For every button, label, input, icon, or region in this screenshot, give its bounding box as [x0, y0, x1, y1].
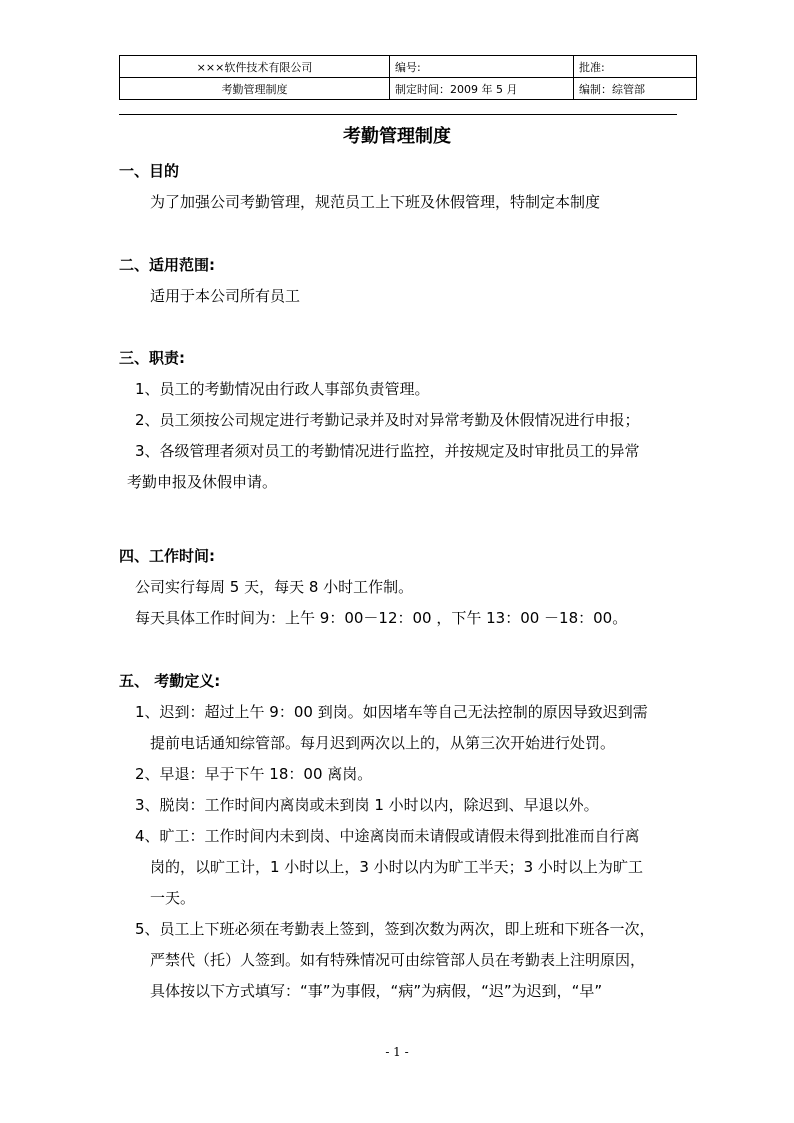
list-item: 3、各级管理者须对员工的考勤情况进行监控，并按规定及时审批员工的异常	[135, 442, 640, 460]
list-item: 5、员工上下班必须在考勤表上签到，签到次数为两次，即上班和下班各一次，	[135, 920, 655, 938]
list-item-continuation: 提前电话通知综管部。每月迟到两次以上的，从第三次开始进行处罚。	[150, 734, 616, 752]
section-heading-purpose: 一、目的	[119, 162, 180, 180]
list-item: 2、早退：早于下午 18：00 离岗。	[135, 765, 373, 783]
paragraph-line: 适用于本公司所有员工	[150, 287, 301, 305]
compiled-by: 编制：综管部	[574, 78, 697, 100]
section-heading-attendance-definitions: 五、 考勤定义:	[119, 672, 221, 690]
document-name: 考勤管理制度	[120, 78, 390, 100]
section-heading-work-hours: 四、工作时间:	[119, 547, 215, 565]
document-number-label: 编号:	[390, 56, 574, 78]
list-item-continuation: 考勤申报及休假申请。	[127, 473, 278, 491]
page-number: - 1 -	[385, 1045, 409, 1059]
list-item-continuation: 岗的，以旷工计，1 小时以上，3 小时以内为旷工半天；3 小时以上为旷工	[150, 858, 643, 876]
list-item-continuation: 具体按以下方式填写：“事”为事假，“病”为病假，“迟”为迟到，“早”	[150, 982, 603, 1000]
list-item: 2、员工须按公司规定进行考勤记录并及时对异常考勤及休假情况进行申报；	[135, 411, 640, 429]
list-item-continuation: 一天。	[150, 889, 196, 907]
page-title: 考勤管理制度	[343, 126, 451, 147]
list-item: 3、脱岗：工作时间内离岗或未到岗 1 小时以内，除迟到、早退以外。	[135, 796, 599, 814]
list-item: 1、员工的考勤情况由行政人事部负责管理。	[135, 380, 430, 398]
document-header-table	[119, 55, 697, 100]
header-divider	[119, 114, 677, 115]
company-name: ×××软件技术有限公司	[120, 56, 390, 78]
section-heading-scope: 二、适用范围:	[119, 256, 215, 274]
creation-date: 制定时间：2009 年 5 月	[390, 78, 574, 100]
paragraph-line: 为了加强公司考勤管理，规范员工上下班及休假管理，特制定本制度	[150, 193, 601, 211]
paragraph-line: 每天具体工作时间为：上午 9：00－12：00 ，下午 13：00 －18：00。	[135, 609, 628, 627]
approval-label: 批准:	[574, 56, 697, 78]
section-heading-responsibilities: 三、职责:	[119, 349, 185, 367]
list-item: 4、旷工：工作时间内未到岗、中途离岗而未请假或请假未得到批准而自行离	[135, 827, 640, 845]
list-item-continuation: 严禁代（托）人签到。如有特殊情况可由综管部人员在考勤表上注明原因，	[150, 951, 646, 969]
list-item: 1、迟到：超过上午 9：00 到岗。如因堵车等自己无法控制的原因导致迟到需	[135, 703, 648, 721]
paragraph-line: 公司实行每周 5 天，每天 8 小时工作制。	[135, 578, 414, 596]
